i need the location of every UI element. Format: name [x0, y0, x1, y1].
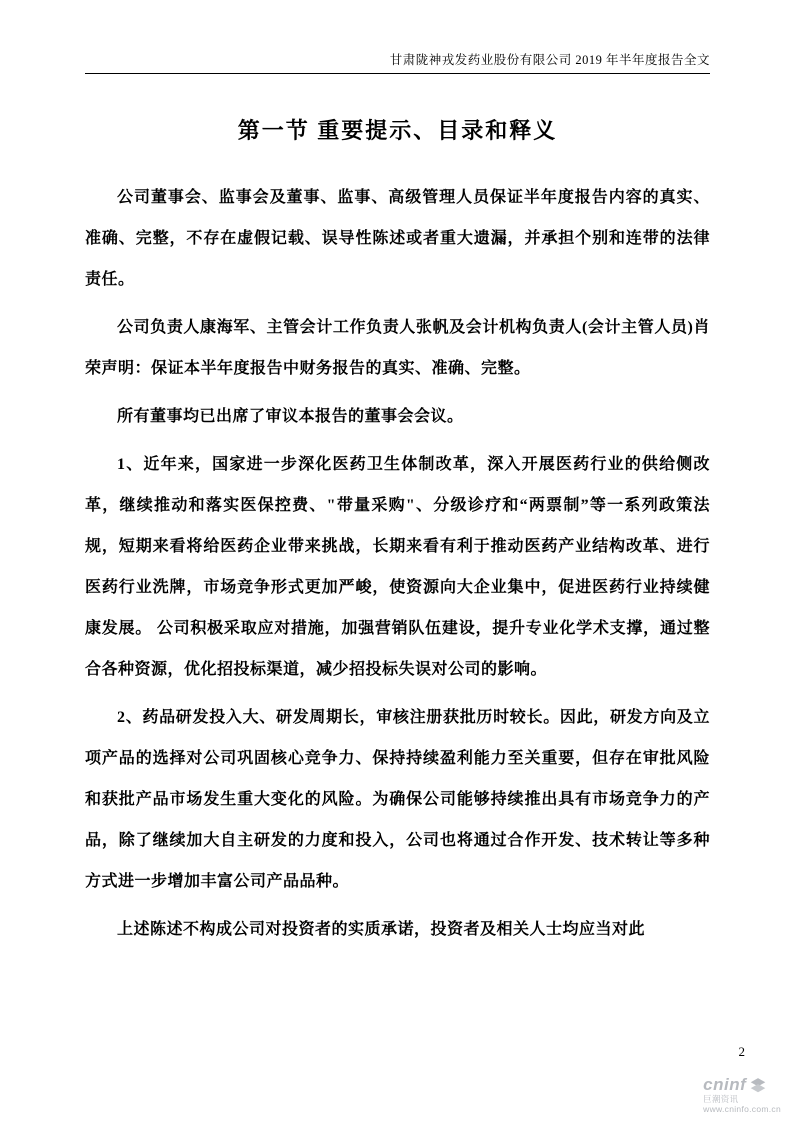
- paragraph: 2、药品研发投入大、研发周期长，审核注册获批历时较长。因此，研发方向及立项产品的选择对公司巩固核心竞争力、保持持续盈利能力至关重要，但存在审批风险和获批产品市场发生重大变化的风险。为确保公司能够持续推出具有市场竞争力的产品，除了继续加大自主研发的力度和投入，公司也将通过合作开发、技术转让等多种方式进一步增加丰富公司产品品种。: [85, 709, 710, 890]
- cninfo-logo-subtitle: 巨潮资讯: [703, 1094, 739, 1105]
- cninfo-logo-text: cninf: [703, 1074, 747, 1094]
- paragraph: 所有董事均已出席了审议本报告的董事会会议。: [117, 408, 464, 425]
- page-number: 2: [738, 1044, 745, 1059]
- paragraph: 1、近年来，国家进一步深化医药卫生体制改革，深入开展医药行业的供给侧改革，继续推动和落实医保控费、"带量采购"、分级诊疗和“两票制”等一系列政策法规，短期来看将给医药企业带来挑战，长期来看有利于推动医药产业结构改革、进行医药行业洗牌，市场竞争形式更加严峻，使资源向大企业集中，促进医药行业持续健康发展。 公司积极采取应对措施，加强营销队伍建设，提升专业化学术支撑，通过整合各种资源，优化招投标渠道，减少招投标失误对公司的影响。: [85, 456, 710, 678]
- cninfo-logo-icon: [748, 1075, 768, 1095]
- paragraph: 上述陈述不构成公司对投资者的实质承诺，投资者及相关人士均应当对此: [117, 921, 646, 938]
- cninfo-watermark: [703, 1075, 781, 1114]
- paragraph: 公司董事会、监事会及董事、监事、高级管理人员保证半年度报告内容的真实、准确、完整，不存在虚假记载、误导性陈述或者重大遗漏，并承担个别和连带的法律责任。: [85, 189, 710, 288]
- document-body: [85, 177, 710, 950]
- page-header: [85, 50, 710, 74]
- report-header-title: 甘肃陇神戎发药业股份有限公司 2019 年半年度报告全文: [389, 53, 710, 67]
- cninfo-logo-url: www.cninfo.com.cn: [703, 1103, 781, 1114]
- section-title: 第一节 重要提示、目录和释义: [237, 118, 558, 143]
- paragraph: 公司负责人康海军、主管会计工作负责人张帆及会计机构负责人(会计主管人员)肖荣声明：保证本半年度报告中财务报告的真实、准确、完整。: [85, 319, 710, 377]
